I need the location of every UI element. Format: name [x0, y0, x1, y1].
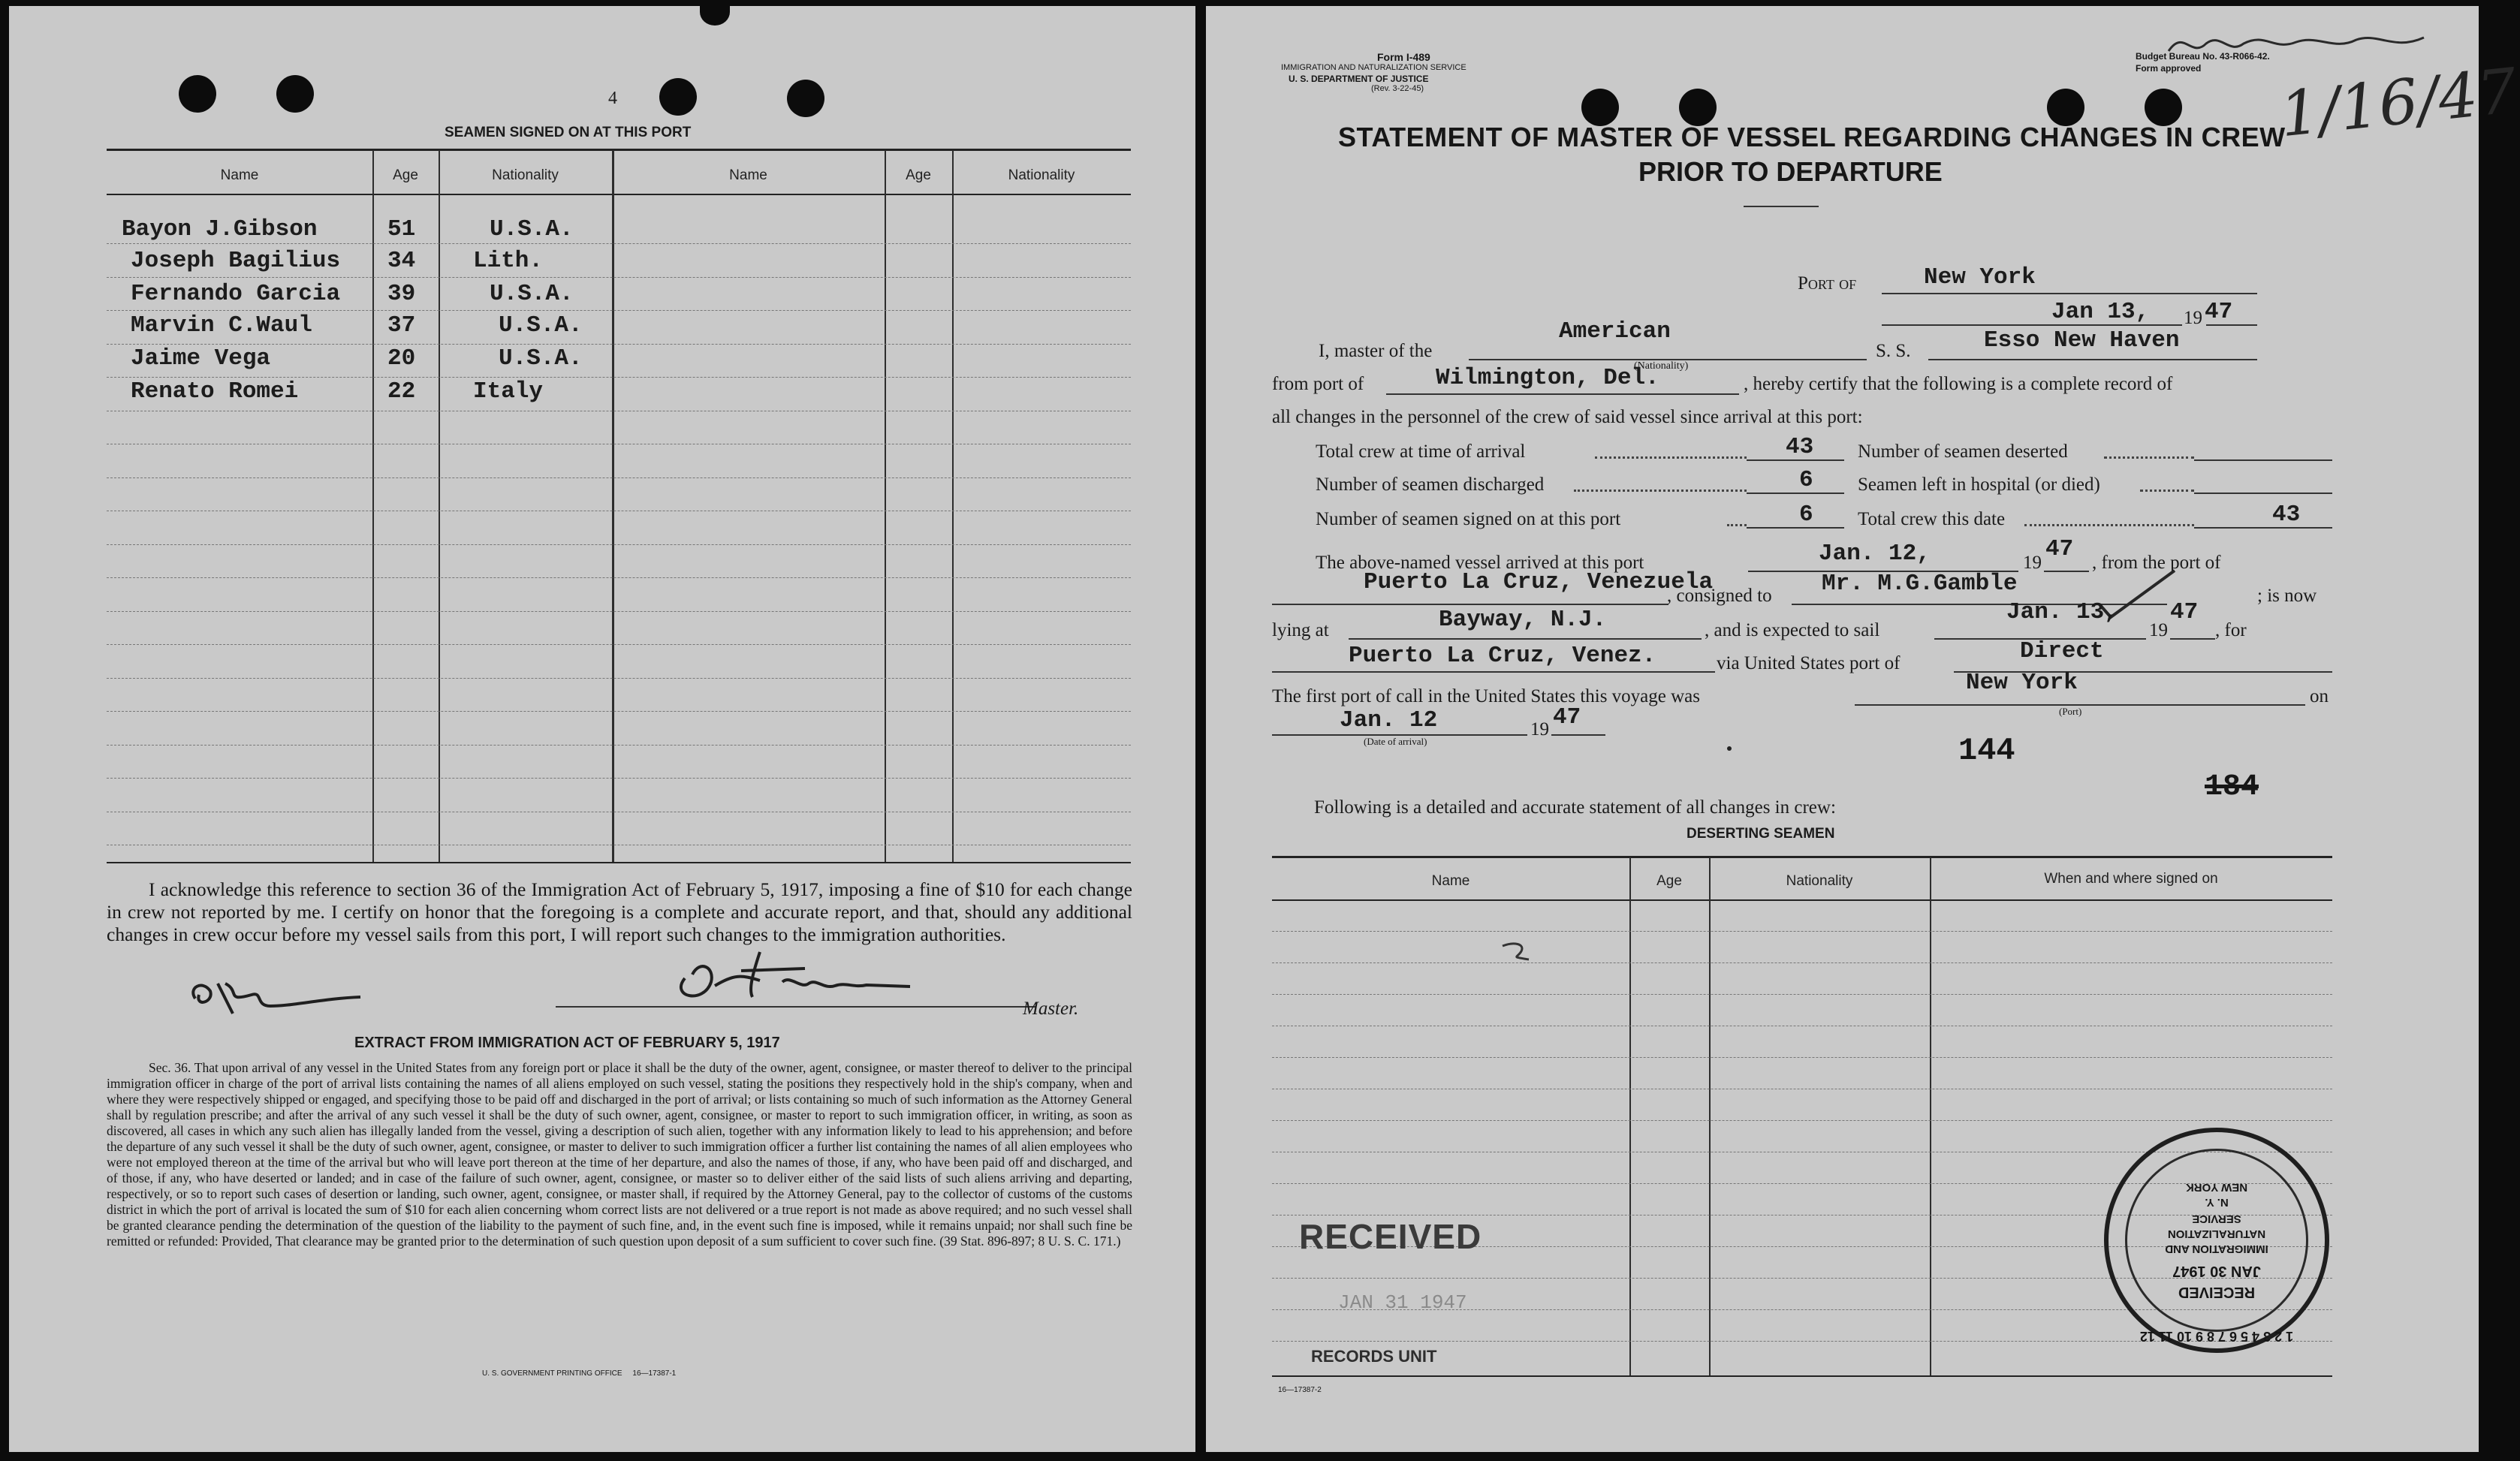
- seaman-name: Joseph Bagilius: [131, 248, 341, 274]
- stamp-text: IMMIGRATION AND: [2165, 1243, 2268, 1255]
- row-rule: [107, 611, 1131, 612]
- received-date-stamp: JAN 31 1947: [1338, 1291, 1467, 1314]
- master-signature-line: [556, 1006, 1036, 1008]
- title-underline: [1744, 206, 1819, 207]
- stamp-text: N. Y.: [2205, 1196, 2229, 1209]
- row-rule: [1272, 1120, 2332, 1121]
- on-label: on: [2310, 686, 2329, 706]
- records-unit-stamp: RECORDS UNIT: [1311, 1347, 1437, 1366]
- punch-hole: [2047, 89, 2084, 126]
- handwritten-scribble: [2161, 21, 2446, 66]
- column-header-age: Age: [393, 167, 418, 183]
- total-crew-today-label: Total crew this date: [1858, 509, 2006, 529]
- seaman-age: 34: [387, 248, 416, 274]
- certify-text: , hereby certify that the following is a complete record of: [1744, 374, 2173, 394]
- row-rule: [107, 243, 1131, 244]
- seaman-nationality: Lith.: [473, 248, 544, 274]
- extract-title: EXTRACT FROM IMMIGRATION ACT OF FEBRUARY 5, 1917: [354, 1035, 780, 1051]
- form-title: STATEMENT OF MASTER OF VESSEL REGARDING CHANGES IN CREW: [1338, 122, 2286, 152]
- punch-hole: [179, 75, 216, 113]
- sail-year: 47: [2170, 599, 2199, 625]
- form-subtitle: PRIOR TO DEPARTURE: [1638, 156, 1943, 187]
- acknowledgement-text: I acknowledge this reference to section 36 of the Immigration Act of February 5, 1917, imposing a fine of $10 for each change in crew not reported by me. I certify on honor that the foregoing is a complete and accurate report, and that, should any additional changes in crew occur before my vessel sails from this port, I will report such changes to the immigration authorities.: [107, 878, 1132, 945]
- punch-hole: [2145, 89, 2182, 126]
- arrival-year-value: 47: [1553, 704, 1581, 730]
- arrived-year: 47: [2045, 536, 2074, 562]
- from-the-port-value: Puerto La Cruz, Venezuela: [1364, 569, 1714, 595]
- initials-signature: [180, 961, 375, 1029]
- column-header-name: Name: [1431, 873, 1470, 889]
- destination-value: Puerto La Cruz, Venez.: [1349, 643, 1656, 669]
- agency-line: U. S. DEPARTMENT OF JUSTICE: [1289, 74, 1429, 84]
- punch-hole: [1581, 89, 1619, 126]
- printer-line: U. S. GOVERNMENT PRINTING OFFICE 16—17387-1: [482, 1369, 677, 1378]
- is-now-label: ; is now: [2257, 586, 2317, 606]
- column-header-nationality: Nationality: [1008, 167, 1075, 183]
- seaman-name: Jaime Vega: [131, 345, 271, 372]
- via-port-value: Direct: [2020, 638, 2104, 664]
- row-rule: [107, 344, 1131, 345]
- row-rule: [1272, 962, 2332, 963]
- seaman-age: 22: [387, 378, 416, 405]
- ship-name: Esso New Haven: [1984, 327, 2180, 354]
- port-caption: (Port): [2059, 706, 2082, 717]
- struck-number: 184: [2205, 770, 2259, 804]
- left-page: [9, 6, 1195, 1452]
- arrived-label: The above-named vessel arrived at this port: [1316, 553, 1644, 573]
- seaman-nationality: U.S.A.: [499, 345, 583, 372]
- row-rule: [107, 678, 1131, 679]
- stamp-text: RECEIVED: [2178, 1284, 2256, 1300]
- seaman-age: 37: [387, 312, 416, 339]
- port-of-value: New York: [1924, 264, 2036, 291]
- punch-hole: [276, 75, 314, 113]
- first-port-value: New York: [1966, 670, 2078, 696]
- date-caption: (Date of arrival): [1364, 736, 1427, 747]
- handwritten-date: 1/16/47: [2276, 55, 2520, 152]
- punch-hole: [787, 80, 824, 117]
- seaman-age: 51: [387, 216, 416, 242]
- seaman-nationality: U.S.A.: [499, 312, 583, 339]
- circular-received-stamp: [2104, 1128, 2329, 1353]
- from-port-value: Wilmington, Del.: [1436, 365, 1659, 391]
- row-rule: [107, 477, 1131, 478]
- sail-date: Jan. 13,: [2006, 599, 2118, 625]
- first-port-label: The first port of call in the United States this voyage was: [1272, 686, 1701, 706]
- row-rule: [107, 310, 1131, 311]
- hospital-label: Seamen left in hospital (or died): [1858, 474, 2100, 495]
- lying-at-label: lying at: [1272, 620, 1329, 640]
- nationality-caption: (Nationality): [1634, 360, 1689, 372]
- from-port-label: from port of: [1272, 374, 1364, 394]
- column-header-name: Name: [220, 167, 259, 183]
- statement-date: Jan 13,: [2051, 299, 2150, 325]
- year-prefix: 19: [2023, 553, 2042, 573]
- row-rule: [107, 544, 1131, 545]
- stamp-text: NEW YORK: [2185, 1181, 2248, 1194]
- total-crew-today-value: 43: [2272, 502, 2301, 528]
- column-header-when-where: When and where signed on: [2044, 871, 2218, 887]
- total-crew-arrival-label: Total crew at time of arrival: [1316, 441, 1526, 462]
- deserted-label: Number of seamen deserted: [1858, 441, 2068, 462]
- port-of-label: Port of: [1798, 273, 1857, 294]
- row-rule: [107, 778, 1131, 779]
- received-stamp: RECEIVED: [1299, 1217, 1482, 1256]
- year-prefix: 19: [2149, 620, 2168, 640]
- signed-on-value: 6: [1799, 502, 1813, 528]
- seaman-name: Fernando Garcia: [131, 281, 341, 307]
- row-rule: [107, 711, 1131, 712]
- seaman-name: Bayon J.Gibson: [122, 216, 318, 242]
- arrived-date: Jan. 12,: [1819, 541, 1931, 567]
- right-page: [1206, 6, 2520, 1452]
- seaman-nationality: U.S.A.: [490, 281, 574, 307]
- column-header-age: Age: [906, 167, 931, 183]
- stamp-numbers: 1 2 3 4 5 6 7 8 9 10 11 12: [2139, 1329, 2294, 1344]
- revision-date: (Rev. 3-22-45): [1371, 84, 1424, 93]
- punch-hole: [1679, 89, 1717, 126]
- expected-label: , and is expected to sail: [1705, 620, 1880, 640]
- form-number: Form I-489: [1377, 51, 1430, 63]
- section-title: SEAMEN SIGNED ON AT THIS PORT: [445, 125, 692, 140]
- agency-line: IMMIGRATION AND NATURALIZATION SERVICE: [1281, 63, 1466, 72]
- discharged-label: Number of seamen discharged: [1316, 474, 1545, 495]
- following-text: Following is a detailed and accurate statement of all changes in crew:: [1314, 797, 1836, 818]
- stamp-text: SERVICE: [2192, 1212, 2241, 1225]
- row-rule: [107, 644, 1131, 645]
- deserting-seamen-title: DESERTING SEAMEN: [1687, 826, 1835, 842]
- consigned-label: , consigned to: [1667, 586, 1772, 606]
- year-prefix: 19: [2184, 308, 2202, 328]
- master-of-label: I, master of the: [1319, 341, 1433, 361]
- form-approved: Form approved: [2136, 63, 2202, 74]
- row-rule: [107, 745, 1131, 746]
- for-label: , for: [2215, 620, 2247, 640]
- certify-text-continued: all changes in the personnel of the crew of said vessel since arrival at this port:: [1272, 407, 1863, 427]
- stamped-number: 144: [1958, 733, 2015, 769]
- consignee-value: Mr. M.G.Gamble: [1822, 571, 2018, 597]
- stamp-text: NATURALIZATION: [2167, 1228, 2266, 1240]
- budget-bureau-number: Budget Bureau No. 43-R066-42.: [2136, 51, 2270, 62]
- row-rule: [1272, 1057, 2332, 1058]
- lying-at-value: Bayway, N.J.: [1439, 607, 1607, 633]
- row-rule: [107, 377, 1131, 378]
- signed-on-label: Number of seamen signed on at this port: [1316, 509, 1621, 529]
- nationality-value: American: [1559, 318, 1671, 345]
- seaman-age: 20: [387, 345, 416, 372]
- year-prefix: 19: [1530, 719, 1549, 740]
- seaman-nationality: U.S.A.: [490, 216, 574, 242]
- pen-mark: [1499, 940, 1536, 962]
- seaman-name: Marvin C.Waul: [131, 312, 312, 339]
- via-label: via United States port of: [1717, 653, 1901, 673]
- row-rule: [1272, 994, 2332, 995]
- dot-mark: [1727, 746, 1732, 751]
- seaman-age: 39: [387, 281, 416, 307]
- total-crew-arrival-value: 43: [1786, 434, 1814, 460]
- seaman-name: Renato Romei: [131, 378, 299, 405]
- row-rule: [107, 577, 1131, 578]
- punch-hole: [659, 78, 697, 116]
- seaman-nationality: Italy: [473, 378, 544, 405]
- from-the-port-label: , from the port of: [2092, 553, 2221, 573]
- arrival-date-value: Jan. 12: [1340, 707, 1438, 734]
- master-signature: [670, 944, 925, 1012]
- discharged-value: 6: [1799, 467, 1813, 493]
- row-rule: [107, 277, 1131, 278]
- row-rule: [1272, 931, 2332, 932]
- ss-label: S. S.: [1876, 341, 1911, 361]
- column-header-age: Age: [1656, 873, 1682, 889]
- extract-text: Sec. 36. That upon arrival of any vessel in the United States from any foreign port or place it shall be the duty of the owner, agent, consignee, or master thereof to deliver to the principal immigration officer in charge of the port of arrival lists containing the names of all aliens employed on such vessel, stating the positions they respectively hold in the ship's company, when and where they were respectively shipped or engaged, and specifying those to be paid off and discharged in the port of arrival; or lists containing so much of such information as the Attorney General shall by regulation prescribe; and after the arrival of any such vessel it shall be the duty of such owner, agent, consignee, or master to report to such immigration officer, in writing, as soon as discovered, all cases in which any such alien has illegally landed from the vessel, giving a description of such alien, together with any information likely to lead to his apprehension; and before the departure of any such vessel it shall be the duty of such owner, agent, consignee, or master to deliver to such immigration officer a further list containing the names of all alien employees who were not employed thereon at the time of the arrival but who will leave port thereon at the time of her departure, and also the names of those, if any, who have been paid off and discharged, and of those, if any, who have deserted or landed; and in case of the failure of such owner, agent, consignee, or master so to deliver either of the said lists of such aliens arriving and departing, respectively, or so to report such cases of desertion or landing, such owner, agent, consignee, or master shall, if required by the Attorney General, pay to the collector of customs of the customs district in which the port of arrival is located the sum of $10 for each alien concerning whom correct lists are not delivered or a true report is not made as above required; and no such vessel shall be granted clearance pending the determination of the question of the liability to the payment of such fine, and, in the event such fine is imposed, while it remains unpaid; nor shall such fine be remitted or refunded: Provided, That clearance may be granted prior to the determination of such question upon deposit of a sum sufficient to cover such fine. (39 Stat. 896-897; 8 U. S. C. 171.): [107, 1060, 1132, 1249]
- statement-year: 47: [2205, 299, 2233, 325]
- torn-notch: [700, 0, 730, 26]
- page-number: 4: [608, 89, 617, 108]
- column-header-nationality: Nationality: [1786, 873, 1853, 889]
- master-label: Master.: [1023, 999, 1079, 1019]
- column-header-nationality: Nationality: [492, 167, 559, 183]
- printer-line: 16—17387-2: [1278, 1386, 1322, 1394]
- column-header-name: Name: [729, 167, 767, 183]
- stamp-text: JAN 30 1947: [2172, 1263, 2261, 1279]
